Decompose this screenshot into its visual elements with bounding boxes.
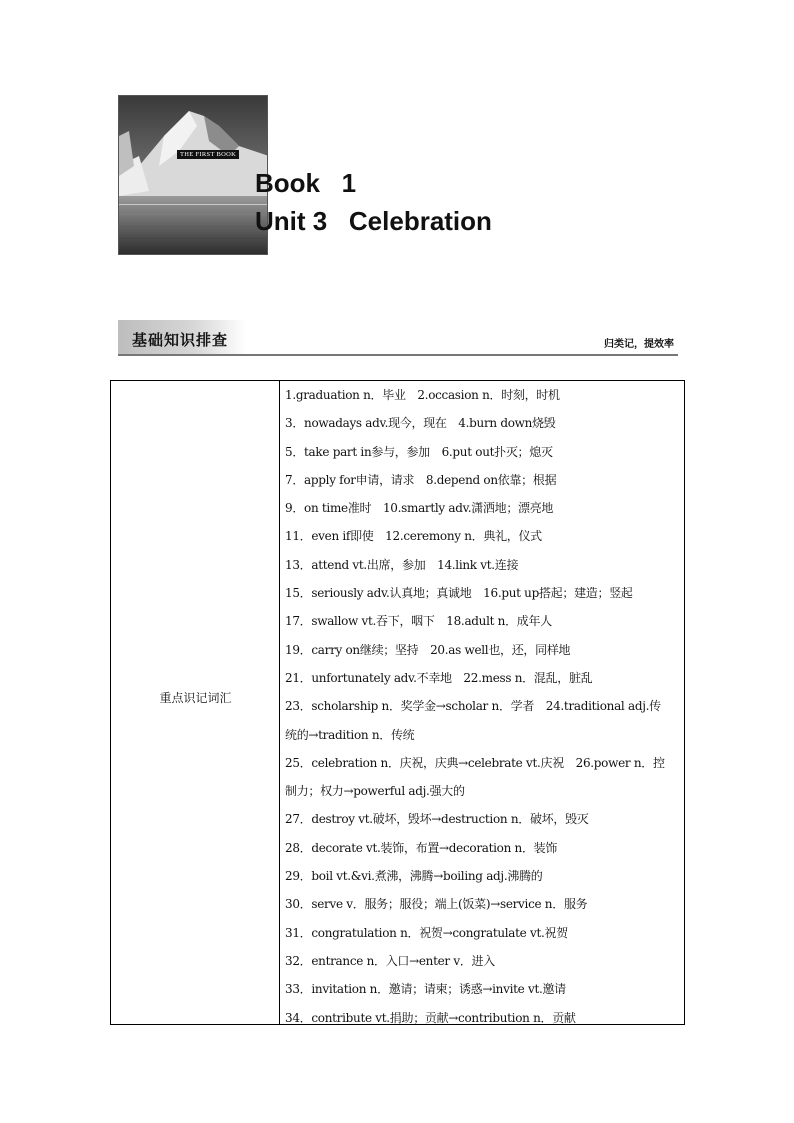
- vocab-line: 21．unfortunately adv.不幸地 22.mess n．混乱，脏乱: [285, 670, 593, 685]
- vocab-line: 32．entrance n．入口→enter v．进入: [285, 953, 495, 968]
- unit-title: Unit 3 Celebration: [255, 206, 492, 236]
- mountain-lake-picture: [119, 96, 268, 255]
- vocab-line: 25．celebration n．庆祝，庆典→celebrate vt.庆祝 26.power n．控: [285, 755, 665, 770]
- cover-label: THE FIRST BOOK: [177, 150, 239, 159]
- vocab-line: 30．serve v．服务；服役；端上(饭菜)→service n．服务: [285, 897, 588, 912]
- table-label-cell: [111, 381, 280, 1024]
- vocab-line: 7．apply for申请，请求 8.depend on依靠；根据: [285, 472, 557, 487]
- vocab-line: 1.graduation n．毕业 2.occasion n．时刻，时机: [285, 388, 560, 402]
- section-subtitle: 归类记，提效率: [604, 339, 674, 350]
- vocab-line: 5．take part in参与，参加 6.put out扑灭；熄灭: [285, 444, 553, 459]
- vocab-line: 13．attend vt.出席，参加 14.link vt.连接: [285, 557, 519, 572]
- vocab-line: 19．carry on继续；坚持 20.as well也，还，同样地: [285, 642, 571, 657]
- vocab-line: 29．boil vt.&vi.煮沸，沸腾→boiling adj.沸腾的: [285, 869, 543, 884]
- cover-image: [118, 95, 268, 255]
- section-divider: [118, 354, 678, 356]
- section-title: 基础知识排查: [132, 331, 229, 349]
- vocab-line: 11．even if即使 12.ceremony n．典礼，仪式: [285, 529, 542, 544]
- vocabulary-table: [110, 380, 685, 1025]
- vocab-line: 制力；权力→powerful adj.强大的: [285, 784, 465, 799]
- vocab-line: 28．decorate vt.装饰，布置→decoration n．装饰: [285, 840, 558, 855]
- vocab-line: 33．invitation n．邀请；请柬；诱惑→invite vt.邀请: [285, 982, 566, 997]
- vocab-line: 17．swallow vt.吞下，咽下 18.adult n．成年人: [285, 614, 552, 629]
- vocab-line: 31．congratulation n．祝贺→congratulate vt.祝贺: [285, 925, 568, 940]
- section-header: [118, 320, 678, 356]
- vocab-line: 统的→tradition n．传统: [285, 727, 415, 742]
- table-label: 重点识记词汇: [159, 691, 232, 705]
- vocab-line: 27．destroy vt.破坏，毁坏→destruction n．破坏，毁灭: [285, 812, 589, 827]
- vocab-line: 15．seriously adv.认真地；真诚地 16.put up搭起；建造；竖起: [285, 586, 633, 601]
- vocab-line: 3．nowadays adv.现今，现在 4.burn down烧毁: [285, 416, 556, 431]
- vocab-line: 34．contribute vt.捐助；贡献→contribution n．贡献: [285, 1010, 576, 1025]
- book-title: Book 1: [255, 168, 357, 198]
- vocab-line: 9．on time准时 10.smartly adv.潇洒地；漂亮地: [285, 501, 554, 516]
- vocab-line: 23．scholarship n．奖学金→scholar n．学者 24.traditional adj.传: [285, 699, 661, 714]
- table-content-cell: [285, 381, 683, 1032]
